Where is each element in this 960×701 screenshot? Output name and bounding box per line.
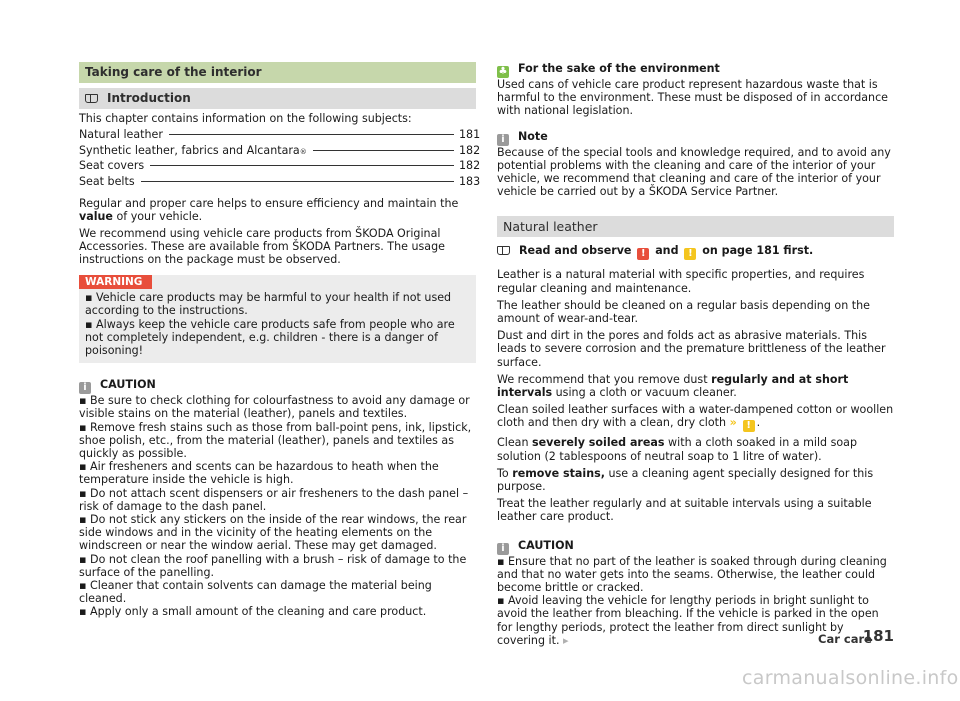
environment-heading: ♣ For the sake of the environment <box>498 62 720 77</box>
leaf-icon: ♣ <box>498 66 508 77</box>
list-item: ▪ Air fresheners and scents can be hazardous to heath when the temperature inside the vehicle is high. <box>79 460 439 487</box>
info-icon: i <box>79 382 91 394</box>
list-item: ▪ Do not attach scent dispensers or air fresheners to the dash panel – risk of damage to the dash panel. <box>79 486 469 513</box>
intro-text: This chapter contains information on the following subjects: <box>79 112 412 125</box>
right-column <box>497 62 894 647</box>
note-heading: i Note <box>497 130 894 146</box>
footer-section-label: Car care <box>818 632 872 646</box>
toc-page: 182 <box>459 143 481 157</box>
left-column <box>79 62 481 619</box>
page-number: 181 <box>862 627 894 645</box>
info-icon: i <box>497 543 509 555</box>
toc-page: 181 <box>459 128 481 142</box>
continue-arrow-icon: ▸ <box>563 633 569 647</box>
paragraph: Regular and proper care helps to ensure efficiency and maintain the value of your vehicle. <box>79 197 459 224</box>
paragraph: Treat the leather regularly and at suitable intervals using a suitable leather care product. <box>497 497 872 524</box>
note-text: Because of the special tools and knowledge required, and to avoid any potential problems with the cleaning and care of the interior of your vehicle, we recommend that cleaning and care of the interior of your vehicle be carried out by a ŠKODA Service Partner. <box>497 145 891 199</box>
list-item: ▪ Avoid leaving the vehicle for lengthy periods in bright sunlight to avoid the leather from bleaching. If the vehicle is parked in the open for lengthy periods, protect the leather from direct sunlight by covering it. ▸ <box>497 594 879 647</box>
paragraph: We recommend using vehicle care products from ŠKODA Original Accessories. These are available from ŠKODA Partners. The usage instructions on the package must be observed. <box>79 226 445 267</box>
toc-row[interactable] <box>79 174 481 191</box>
caution-heading: i CAUTION <box>79 378 476 394</box>
toc-page: 183 <box>459 174 481 188</box>
warning-label: WARNING <box>79 275 152 289</box>
list-item: ▪ Do not stick any stickers on the inside of the rear windows, the rear side windows and in the vicinity of the heating elements on the windscreen or near the window aerial. These may get damaged. <box>79 513 467 553</box>
paragraph: Leather is a natural material with specific properties, and requires regular cleaning and maintenance. <box>497 268 865 295</box>
caution-icon[interactable]: ! <box>743 420 755 432</box>
list-item: ▪ Ensure that no part of the leather is soaked through during cleaning and that no water gets into the seams. Otherwise, the leather could become brittle or cracked. <box>497 554 887 595</box>
list-item: ▪ Cleaner that contain solvents can damage the material being cleaned. <box>79 579 432 606</box>
reference-arrow-icon[interactable]: » <box>729 416 741 430</box>
toc-label: Synthetic leather, fabrics and Alcantara <box>79 143 300 157</box>
toc-label: Seat belts <box>79 174 135 188</box>
warning-icon[interactable]: ! <box>637 248 649 260</box>
paragraph: The leather should be cleaned on a regular basis depending on the amount of wear-and-tear. <box>497 298 870 326</box>
paragraph: Clean severely soiled areas with a cloth soaked in a mild soap solution (2 tablespoons of neutral soap to 1 litre of water). <box>497 436 858 463</box>
list-item: ▪ Always keep the vehicle care products safe from people who are not completely independent, e.g. children - there is a danger of poisoning! <box>85 317 455 358</box>
toc-row[interactable] <box>79 159 481 175</box>
read-and-observe: Read and observe ! and ! on page 181 first. <box>497 244 894 260</box>
list-item: ▪ Vehicle care products may be harmful to your health if not used according to the instructions. <box>85 291 452 318</box>
list-item: ▪ Be sure to check clothing for colourfastness to avoid any damage or visible stains on the material (leather), panels and textiles. <box>79 394 470 421</box>
caution-heading: i CAUTION <box>497 539 894 555</box>
list-item: ▪ Apply only a small amount of the cleaning and care product. <box>79 605 427 619</box>
toc-label: Seat covers <box>79 159 145 173</box>
intro-title: Introduction <box>107 91 191 105</box>
paragraph: Clean soiled leather surfaces with a water-dampened cotton or woollen cloth and then dry with a clean, dry cloth » ! . <box>497 403 894 432</box>
book-icon <box>85 94 98 103</box>
intro-heading <box>79 88 476 109</box>
paragraph: To remove stains, use a cleaning agent specially designed for this purpose. <box>497 466 874 494</box>
toc-label: Natural leather <box>79 128 163 142</box>
book-icon <box>497 246 510 255</box>
paragraph: Dust and dirt in the pores and folds act as abrasive materials. This leads to severe corrosion and the premature brittleness of the leather surface. <box>497 329 886 369</box>
paragraph: We recommend that you remove dust regularly and at short intervals using a cloth or vacuum cleaner. <box>497 372 849 400</box>
environment-text: Used cans of vehicle care product represent hazardous waste that is harmful to the environment. These must be disposed of in accordance with national legislation. <box>497 78 889 118</box>
list-item: ▪ Do not clean the roof panelling with a brush – risk of damage to the surface of the panelling. <box>79 552 467 579</box>
warning-box <box>79 275 476 363</box>
chapter-title: Taking care of the interior <box>79 62 476 83</box>
section-title: Natural leather <box>497 216 894 237</box>
toc-page: 182 <box>459 159 481 173</box>
info-icon: i <box>497 134 509 146</box>
list-item: ▪ Remove fresh stains such as those from ball-point pens, ink, lipstick, shoe polish, etc., from the material (leather), panels and textiles as quickly as possible. <box>79 420 472 461</box>
watermark: carmanualsonline.info <box>742 667 959 689</box>
toc <box>79 128 481 190</box>
toc-row[interactable]: Synthetic leather, fabrics and Alcantara ® 182 <box>79 143 481 157</box>
toc-row[interactable] <box>79 128 481 144</box>
caution-icon[interactable]: ! <box>684 248 696 260</box>
